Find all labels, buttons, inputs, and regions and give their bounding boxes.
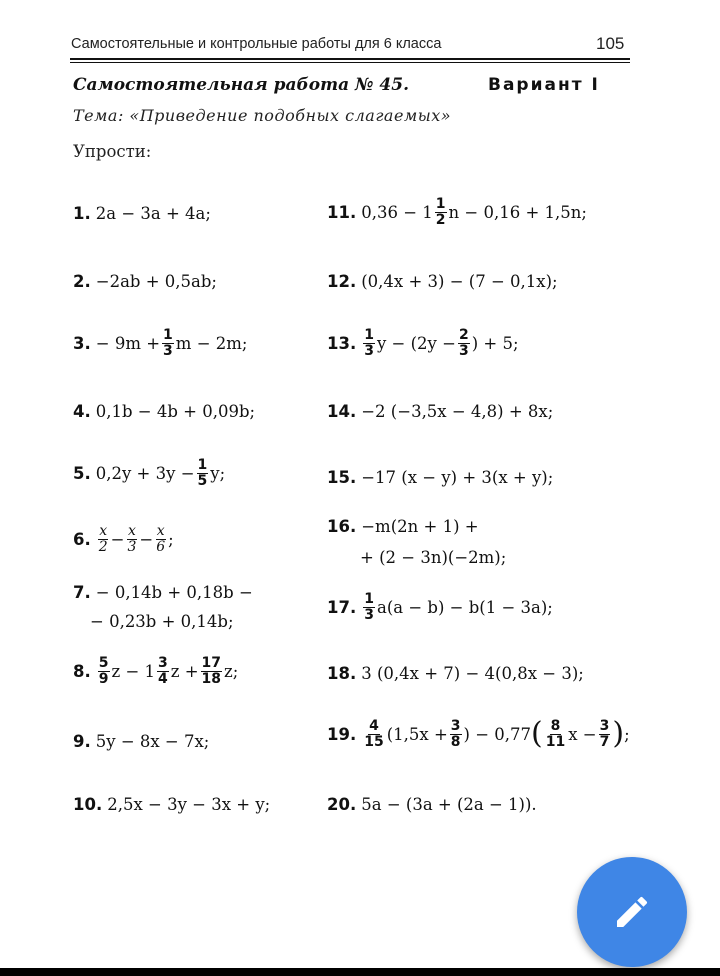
problem-expression: −17 (x − y) + 3(x + y);: [361, 468, 554, 487]
problem-expression: −2 (−3,5x − 4,8) + 8x;: [361, 402, 554, 421]
variant-label: Вариант I: [488, 75, 600, 95]
problem-number: 18.: [327, 664, 357, 683]
fraction: [435, 197, 447, 227]
problem-16: [327, 517, 479, 536]
denominator: 2: [435, 211, 446, 228]
problem-15: [327, 468, 553, 487]
fraction: [157, 656, 169, 686]
denominator: 3: [458, 342, 469, 359]
denominator: 3: [364, 342, 374, 359]
expr-part: y − (2y −: [376, 333, 456, 353]
problem-number: 5.: [73, 463, 91, 483]
expr-part: z;: [224, 661, 239, 681]
instruction: Упрости:: [73, 142, 152, 161]
problem-number: 15.: [327, 468, 357, 487]
problem-number: 9.: [73, 732, 91, 751]
header-rule-thin: [70, 62, 630, 63]
header-rule: [70, 58, 630, 60]
expr-line-1: − 0,14b + 0,18b −: [95, 583, 253, 602]
expr-part: y;: [210, 463, 226, 483]
denominator: 8: [450, 733, 461, 750]
problem-13: [327, 328, 519, 358]
book-title: Самостоятельные и контрольные работы для 6 класса: [71, 36, 442, 52]
numerator: 2: [458, 327, 469, 343]
problem-number: 17.: [327, 597, 357, 617]
problem-18: [327, 664, 584, 683]
problem-number: 16.: [327, 517, 357, 536]
problem-7-continued: [70, 612, 234, 631]
fraction: [599, 719, 611, 749]
problem-number: 4.: [73, 402, 91, 421]
denominator: 11: [545, 733, 566, 750]
problem-4: [73, 402, 255, 421]
expr-part: − 9m +: [95, 333, 161, 353]
expr-line-2: − 0,23b + 0,14b;: [90, 612, 234, 631]
fraction: [162, 328, 174, 358]
topic-line: Тема: «Приведение подобных слагаемых»: [73, 106, 452, 125]
expr-part: 0,2y + 3y −: [95, 463, 195, 483]
expr-line-1: −m(2n + 1) +: [361, 517, 479, 536]
numerator: 3: [599, 718, 610, 734]
numerator: 1: [435, 196, 446, 212]
problem-3: [73, 328, 247, 358]
problem-8: [73, 656, 238, 686]
problem-16-continued: [340, 548, 506, 567]
problem-number: 19.: [327, 724, 357, 744]
problem-17: [327, 592, 553, 622]
expr-part: ) + 5;: [471, 333, 519, 353]
expr-part: m − 2m;: [175, 333, 248, 353]
fraction: [363, 719, 384, 749]
problem-11: [327, 197, 587, 227]
numerator: 17: [201, 655, 222, 671]
expr-part: ) − 0,77: [463, 724, 532, 744]
problem-number: 11.: [327, 202, 357, 222]
pencil-icon: [612, 892, 652, 932]
denominator: 5: [197, 472, 208, 489]
problem-9: [73, 732, 209, 751]
expr-part: n − 0,16 + 1,5n;: [448, 202, 587, 222]
expr-part: 0,36 − 1: [361, 202, 433, 222]
problem-number: 8.: [73, 661, 91, 681]
fraction: [363, 592, 375, 622]
numerator: 5: [98, 655, 109, 671]
problem-expression: 5y − 8x − 7x;: [95, 732, 210, 751]
fraction: [545, 719, 566, 749]
denominator: 3: [163, 342, 173, 359]
numerator: x: [99, 523, 108, 539]
expr-part: z − 1: [111, 661, 156, 681]
problem-expression: (0,4x + 3) − (7 − 0,1x);: [361, 272, 558, 291]
problem-1: [73, 204, 211, 223]
expr-line-2: + (2 − 3n)(−2m);: [360, 548, 507, 567]
problem-number: 12.: [327, 272, 357, 291]
expr-part: z +: [170, 661, 199, 681]
expr-part: (1,5x +: [386, 724, 448, 744]
denominator: 3: [364, 606, 374, 623]
fraction: [98, 524, 109, 554]
problem-19: [327, 716, 630, 752]
problem-10: [73, 795, 270, 814]
denominator: 2: [98, 538, 108, 555]
numerator: 1: [197, 457, 208, 473]
expr-end: ;: [168, 529, 174, 549]
numerator: 8: [550, 718, 561, 734]
problem-expression: 2a − 3a + 4a;: [95, 204, 211, 223]
expr-part: a(a − b) − b(1 − 3a);: [376, 597, 553, 617]
fraction: [197, 458, 209, 488]
operator: −: [110, 529, 125, 549]
denominator: 9: [98, 670, 109, 687]
numerator: 1: [364, 591, 374, 607]
problem-5: [73, 458, 225, 488]
problem-2: [73, 272, 217, 291]
denominator: 18: [201, 670, 222, 687]
fraction: [450, 719, 462, 749]
problem-number: 3.: [73, 333, 91, 353]
right-paren: ): [612, 716, 625, 752]
problem-number: 10.: [73, 795, 103, 814]
denominator: 7: [599, 733, 610, 750]
fraction: [201, 656, 222, 686]
numerator: 3: [450, 718, 461, 734]
expr-part: x −: [568, 724, 597, 744]
fraction: [127, 524, 138, 554]
problem-number: 1.: [73, 204, 91, 223]
edit-fab-button[interactable]: [577, 857, 687, 967]
problem-number: 7.: [73, 583, 91, 602]
fraction: [458, 328, 470, 358]
problem-number: 6.: [73, 529, 91, 549]
problem-expression: 2,5x − 3y − 3x + y;: [107, 795, 271, 814]
work-title: Самостоятельная работа № 45.: [73, 75, 409, 95]
numerator: 1: [364, 327, 374, 343]
expr-end: ;: [624, 724, 630, 744]
numerator: 1: [163, 327, 173, 343]
denominator: 6: [156, 538, 166, 555]
denominator: 3: [127, 538, 137, 555]
problem-number: 14.: [327, 402, 357, 421]
problem-expression: 3 (0,4x + 7) − 4(0,8x − 3);: [361, 664, 584, 683]
problem-6: [73, 524, 174, 554]
problem-7: [73, 583, 253, 602]
numerator: x: [156, 523, 165, 539]
fraction: [155, 524, 166, 554]
denominator: 15: [364, 733, 384, 750]
problem-12: [327, 272, 558, 291]
page-number: 105: [596, 34, 625, 53]
problem-14: [327, 402, 553, 421]
operator: −: [139, 529, 154, 549]
fraction: [98, 656, 110, 686]
problem-number: 2.: [73, 272, 91, 291]
left-paren: (: [531, 716, 543, 752]
fraction: [363, 328, 375, 358]
numerator: 3: [158, 655, 168, 671]
problem-expression: 5a − (3a + (2a − 1)).: [361, 795, 537, 814]
problem-expression: −2ab + 0,5ab;: [95, 272, 217, 291]
denominator: 4: [158, 670, 168, 687]
numerator: 4: [369, 718, 379, 734]
numerator: x: [128, 523, 136, 539]
problem-20: [327, 795, 537, 814]
problem-expression: 0,1b − 4b + 0,09b;: [95, 402, 256, 421]
problem-number: 13.: [327, 333, 357, 353]
problem-number: 20.: [327, 795, 357, 814]
